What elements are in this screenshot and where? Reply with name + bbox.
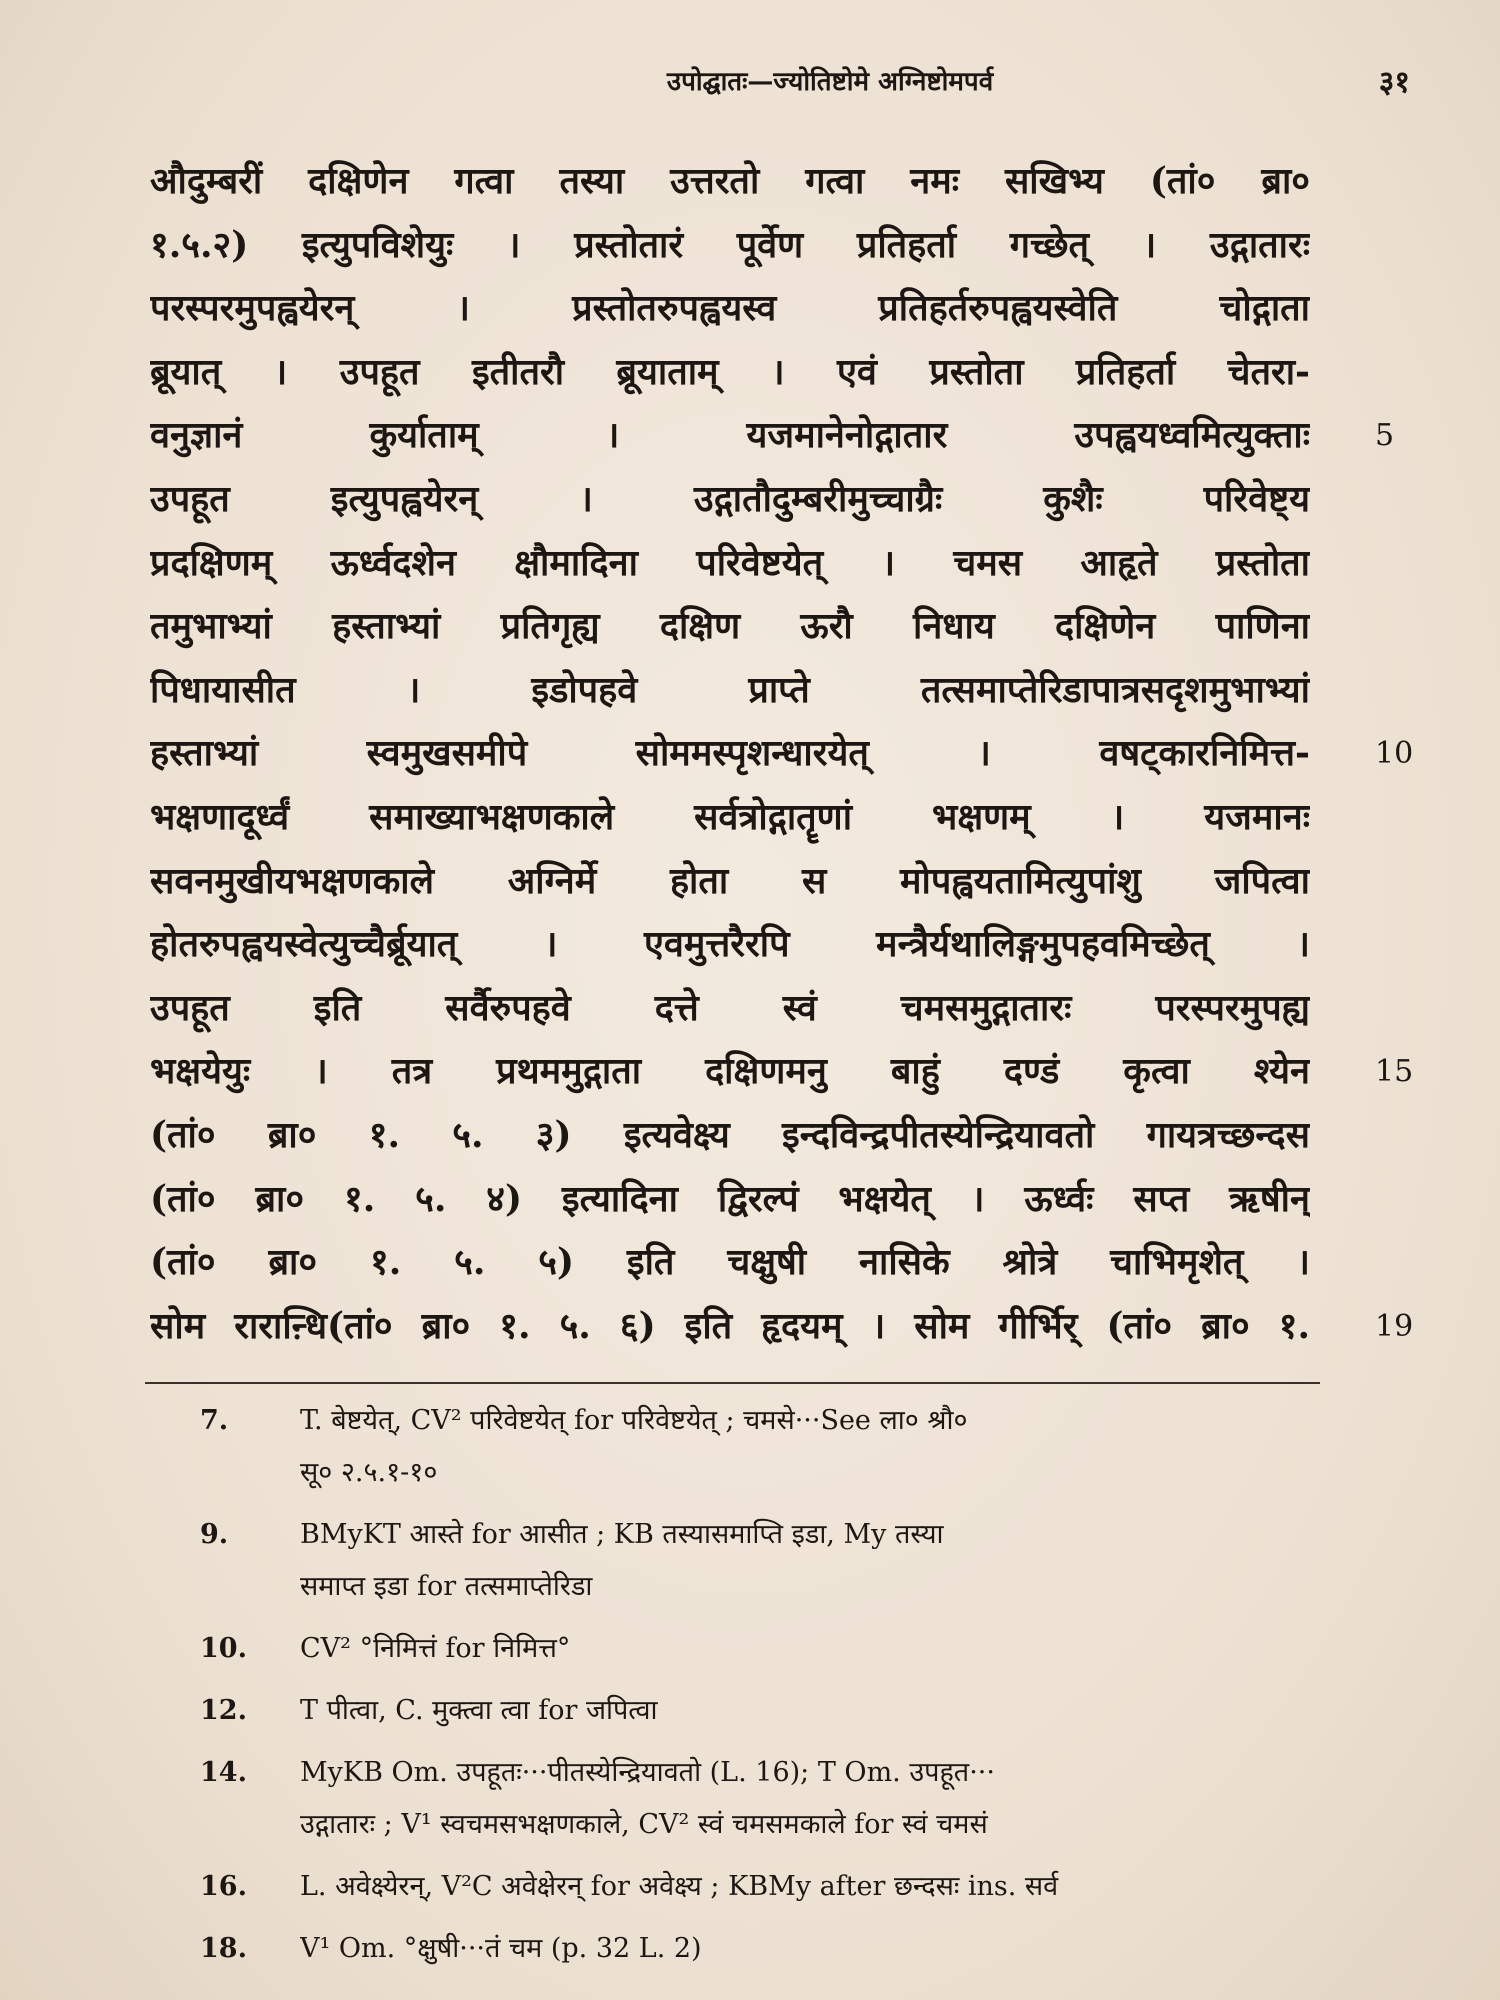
footnote-text [300, 1685, 1380, 1737]
footnote [200, 1685, 1380, 1737]
text-line: उपहूत इत्युपह्वयेरन् । उद्गातौदुम्बरीमुच्चाग्रैः कुशैः परिवेष्ट्य [150, 477, 1310, 520]
text-line: (तां० ब्रा० १. ५. ४) इत्यादिना द्विरल्पं भक्षयेत् । ऊर्ध्वः सप्त ऋषीन् [150, 1177, 1310, 1220]
text-line: हस्ताभ्यां स्वमुखसमीपे सोममस्पृशन्धारयेत् । वषट्कारनिमित्त- [150, 732, 1310, 775]
footnote [200, 1509, 1380, 1613]
footnote-text [300, 1623, 1380, 1675]
text-line: होतरुपह्वयस्वेत्युच्चैर्ब्रूयात् । एवमुत्तरैरपि मन्त्रैर्यथालिङ्गमुपहवमिच्छेत् । [150, 923, 1310, 966]
text-line: १.५.२) इत्युपविशेयुः । प्रस्तोतारं पूर्वेण प्रतिहर्ता गच्छेत् । उद्गातारः [150, 223, 1310, 266]
footnote-text [300, 1509, 1380, 1613]
footnote-text [300, 1923, 1380, 1975]
footnote-line: T. बेष्टयेत्, CV² परिवेष्टयेत् for परिवेष्टयेत् ; चमसे···See ला० श्रौ० [300, 1405, 968, 1436]
line-number-marker: 5 [1375, 418, 1395, 454]
text-line: सवनमुखीयभक्षणकाले अग्निर्मे होता स मोपह्वयतामित्युपांशु जपित्वा [150, 859, 1310, 902]
footnote [200, 1395, 1380, 1499]
text-line: वनुज्ञानं कुर्याताम् । यजमानेनोद्गातार उपह्वयध्वमित्युक्ताः [150, 414, 1310, 457]
footnote-number: 18. [200, 1933, 247, 1964]
footnote-line: सू० २.५.१-१० [300, 1457, 438, 1488]
text-line: तमुभाभ्यां हस्ताभ्यां प्रतिगृह्य दक्षिण ऊरौ निधाय दक्षिणेन पाणिना [150, 605, 1310, 648]
text-line: उपहूत इति सर्वैरुपहवे दत्ते स्वं चमसमुद्गातारः परस्परमुपह्य [150, 986, 1310, 1029]
footnote [200, 1623, 1380, 1675]
footnote-text [300, 1395, 1380, 1499]
footnote-divider [145, 1382, 1320, 1384]
footnote [200, 1747, 1380, 1851]
footnote-number: 14. [200, 1757, 247, 1788]
text-line: भक्षयेयुः । तत्र प्रथममुद्गाता दक्षिणमनु बाहुं दण्डं कृत्वा श्येन [150, 1050, 1310, 1093]
footnote-line: L. अवेक्ष्येरन्, V²C अवेक्षेरन् for अवेक्ष्य ; KBMy after छन्दसः ins. सर्व [300, 1871, 1059, 1902]
text-line: परस्परमुपह्वयेरन् । प्रस्तोतरुपह्वयस्व प्रतिहर्तरुपह्वयस्वेति चोद्गाता [150, 287, 1310, 330]
text-line: (तां० ब्रा० १. ५. ३) इत्यवेक्ष्य इन्दविन्द्रपीतस्येन्द्रियावतो गायत्रच्छन्दस [150, 1113, 1310, 1156]
text-line: औदुम्बरीं दक्षिणेन गत्वा तस्या उत्तरतो गत्वा नमः सखिभ्य (तां० ब्रा० [150, 160, 1310, 202]
footnote-line: CV² °निमित्तं for निमित्त° [300, 1633, 571, 1664]
footnote [200, 1861, 1380, 1913]
footnote-text [300, 1747, 1380, 1851]
footnote-number: 7. [200, 1405, 229, 1436]
line-number-marker: 15 [1375, 1054, 1414, 1090]
footnote-line: समाप्त इडा for तत्समाप्तेरिडा [300, 1571, 593, 1602]
main-text-block [150, 150, 1310, 1358]
footnote-number: 12. [200, 1695, 247, 1726]
line-number-marker: 10 [1375, 736, 1414, 772]
footnote-text [300, 1861, 1380, 1913]
running-head: उपोद्घातः—ज्योतिष्टोमे अग्निष्टोमपर्व [666, 67, 994, 97]
footnote-number: 10. [200, 1633, 247, 1664]
text-line: सोम राराऩ्धि(तां० ब्रा० १. ५. ६) इति हृदयम् । सोम गीर्भिर् (तां० ब्रा० १. [150, 1304, 1310, 1347]
footnote-number: 9. [200, 1519, 229, 1550]
footnote-line: BMyKT आस्ते for आसीत ; KB तस्यासमाप्ति इडा, My तस्या [300, 1519, 944, 1550]
text-line: प्रदक्षिणम् ऊर्ध्वदशेन क्षौमादिना परिवेष्टयेत् । चमस आहृते प्रस्तोता [150, 541, 1310, 584]
text-line: ब्रूयात् । उपहूत इतीतरौ ब्रूयाताम् । एवं प्रस्तोता प्रतिहर्ता चेतरा- [150, 350, 1310, 393]
page-number: ३१ [1378, 65, 1410, 100]
footnote-line: MyKB Om. उपहूतः···पीतस्येन्द्रियावतो (L. 16); T Om. उपहूत··· [300, 1757, 995, 1788]
text-line: (तां० ब्रा० १. ५. ५) इति चक्षुषी नासिके श्रोत्रे चाभिमृशेत् । [150, 1241, 1310, 1284]
footnote-line: V¹ Om. °क्षुषी···तं चम (p. 32 L. 2) [300, 1933, 702, 1964]
text-line: भक्षणादूर्ध्वं समाख्याभक्षणकाले सर्वत्रोद्गातॄणां भक्षणम् । यजमानः [150, 795, 1310, 838]
footnote-line: उद्गातारः ; V¹ स्वचमसभक्षणकाले, CV² स्वं चमसमकाले for स्वं चमसं [300, 1809, 988, 1840]
footnote-number: 16. [200, 1871, 247, 1902]
line-number-marker: 19 [1375, 1308, 1414, 1344]
text-line: पिधायासीत । इडोपहवे प्राप्ते तत्समाप्तेरिडापात्रसदृशमुभाभ्यां [150, 668, 1310, 711]
footnote-line: T पीत्वा, C. मुक्त्वा त्वा for जपित्वा [300, 1695, 658, 1726]
footnote [200, 1923, 1380, 1975]
footnotes-block [200, 1395, 1380, 1985]
